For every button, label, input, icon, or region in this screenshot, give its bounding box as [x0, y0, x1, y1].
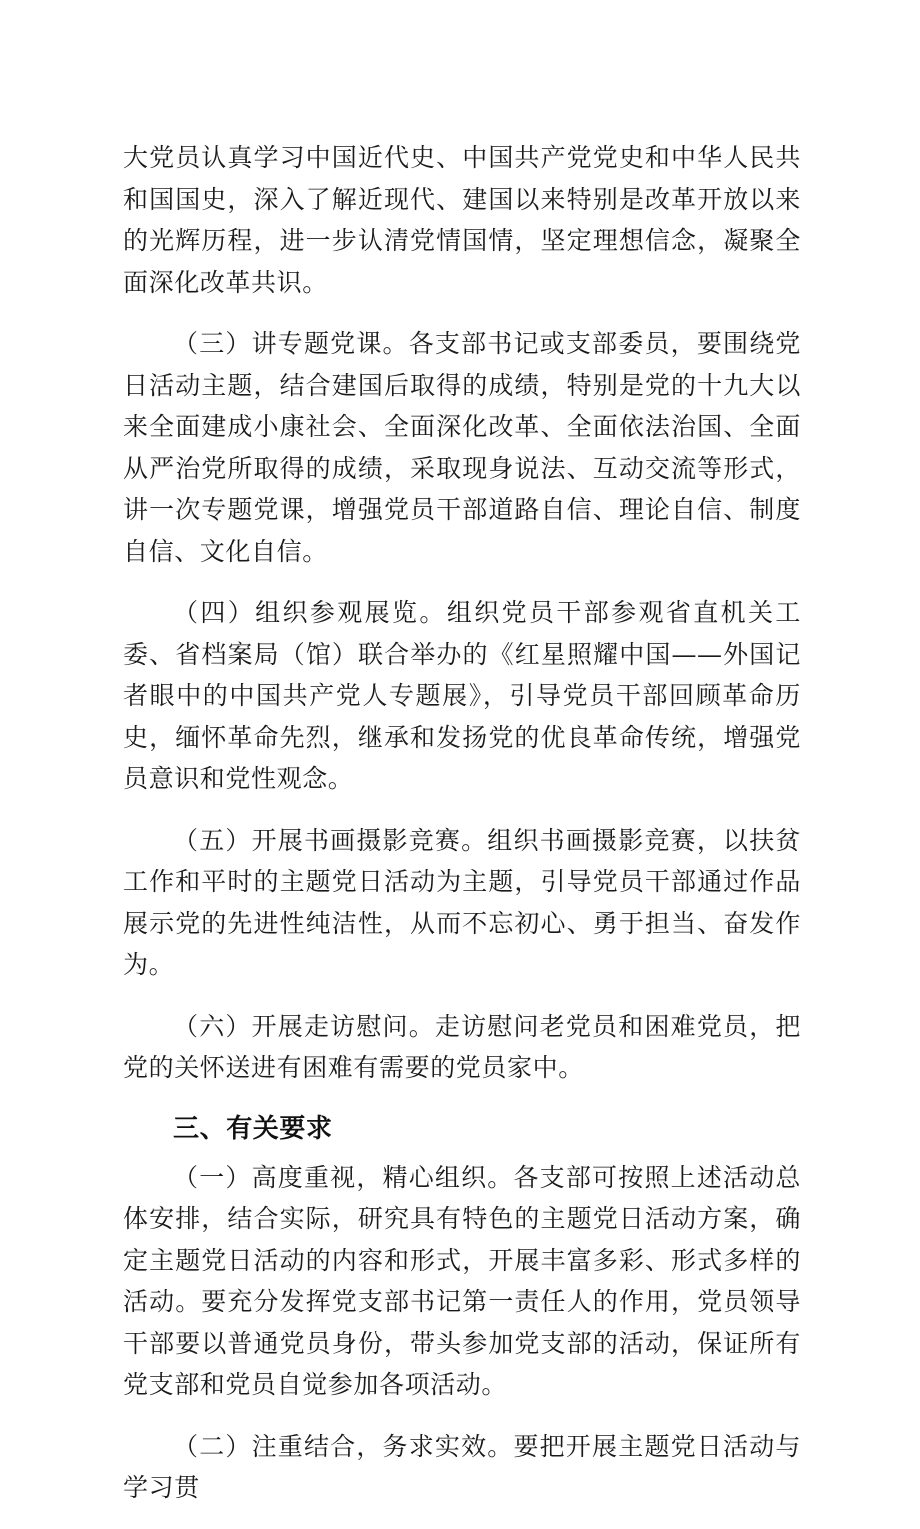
paragraph-continued: 大党员认真学习中国近代史、中国共产党党史和中华人民共和国国史，深入了解近现代、建国以来特别是改革开放以来的光辉历程，进一步认清党情国情，坚定理想信念，凝聚全面深化改革共识。 — [123, 143, 801, 297]
document-body — [123, 137, 801, 1529]
paragraph-exhibition-visit: （四）组织参观展览。组织党员干部参观省直机关工委、省档案局（馆）联合举办的《红星照耀中国——外国记者眼中的中国共产党人专题展》，引导党员干部回顾革命历史，缅怀革命先烈，继承和发扬党的优良革命传统，增强党员意识和党性观念。 — [123, 598, 801, 793]
paragraph-calligraphy-photo-contest: （五）开展书画摄影竞赛。组织书画摄影竞赛，以扶贫工作和平时的主题党日活动为主题，引导党员干部通过作品展示党的先进性纯洁性，从而不忘初心、勇于担当、奋发作为。 — [123, 825, 801, 979]
section-heading-requirements: 三、有关要求 — [173, 1113, 333, 1144]
paragraph-special-party-lecture: （三）讲专题党课。各支部书记或支部委员，要围绕党日活动主题，结合建国后取得的成绩，特别是党的十九大以来全面建成小康社会、全面深化改革、全面依法治国、全面从严治党所取得的成绩，采取现身说法、互动交流等形式，讲一次专题党课，增强党员干部道路自信、理论自信、制度自信、文化自信。 — [123, 329, 801, 566]
paragraph-organize-carefully: （一）高度重视，精心组织。各支部可按照上述活动总体安排，结合实际，研究具有特色的主题党日活动方案，确定主题党日活动的内容和形式，开展丰富多彩、形式多样的活动。要充分发挥党支部书记第一责任人的作用，党员领导干部要以普通党员身份，带头参加党支部的活动，保证所有党支部和党员自觉参加各项活动。 — [123, 1162, 801, 1399]
paragraph-combine-effectiveness: （二）注重结合，务求实效。要把开展主题党日活动与学习贯 — [123, 1431, 801, 1502]
paragraph-visits-condolences: （六）开展走访慰问。走访慰问老党员和困难党员，把党的关怀送进有困难有需要的党员家中。 — [123, 1011, 801, 1082]
